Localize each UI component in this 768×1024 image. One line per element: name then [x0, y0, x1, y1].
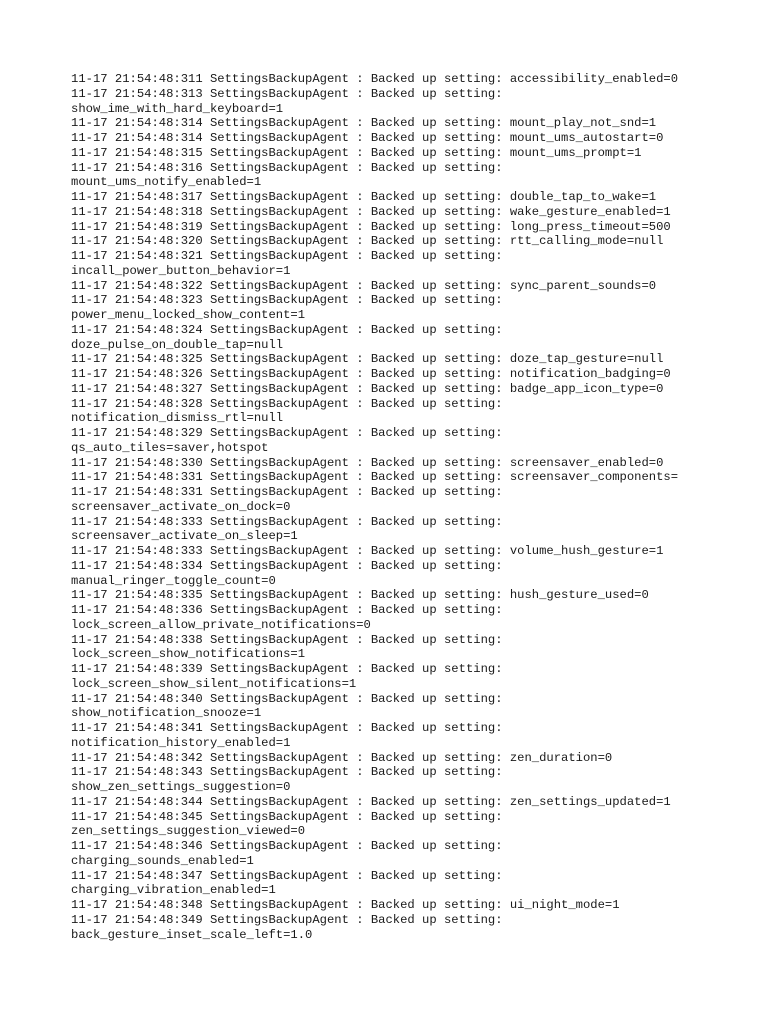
log-line: 11-17 21:54:48:348 SettingsBackupAgent : Backed up setting: ui_night_mode=1 — [71, 898, 620, 912]
log-line: 11-17 21:54:48:344 SettingsBackupAgent : Backed up setting: zen_settings_updated=1 — [71, 794, 671, 809]
log-line: notification_dismiss_rtl=null — [71, 411, 284, 426]
log-line: 11-17 21:54:48:334 SettingsBackupAgent : Backed up setting: — [71, 558, 503, 573]
log-text-block — [71, 72, 711, 942]
log-line: 11-17 21:54:48:329 SettingsBackupAgent : Backed up setting: — [71, 426, 503, 440]
log-line: 11-17 21:54:48:340 SettingsBackupAgent : Backed up setting: — [71, 691, 503, 706]
log-line: qs_auto_tiles=saver,hotspot — [71, 440, 269, 455]
log-line: 11-17 21:54:48:327 SettingsBackupAgent : Backed up setting: badge_app_icon_type=0 — [71, 381, 664, 396]
log-line: charging_vibration_enabled=1 — [71, 883, 276, 898]
log-line: 11-17 21:54:48:317 SettingsBackupAgent : Backed up setting: double_tap_to_wake=1 — [71, 190, 657, 204]
log-line: lock_screen_allow_private_notifications=0 — [71, 617, 371, 632]
log-line: 11-17 21:54:48:311 SettingsBackupAgent : Backed up setting: accessibility_enabled=0 — [71, 72, 679, 86]
log-line: 11-17 21:54:48:314 SettingsBackupAgent : Backed up setting: mount_ums_autostart=0 — [71, 131, 664, 145]
log-line: 11-17 21:54:48:319 SettingsBackupAgent : Backed up setting: long_press_timeout=500 — [71, 219, 671, 234]
log-line: 11-17 21:54:48:347 SettingsBackupAgent : Backed up setting: — [71, 868, 503, 883]
log-line: screensaver_activate_on_sleep=1 — [71, 529, 298, 544]
log-line: notification_history_enabled=1 — [71, 735, 291, 750]
log-line: 11-17 21:54:48:342 SettingsBackupAgent : Backed up setting: zen_duration=0 — [71, 750, 613, 765]
log-line: 11-17 21:54:48:324 SettingsBackupAgent : Backed up setting: — [71, 322, 503, 337]
log-line: power_menu_locked_show_content=1 — [71, 308, 306, 322]
log-line: 11-17 21:54:48:313 SettingsBackupAgent : Backed up setting: — [71, 86, 503, 101]
log-line: 11-17 21:54:48:318 SettingsBackupAgent : Backed up setting: wake_gesture_enabled=1 — [71, 204, 671, 219]
log-line: 11-17 21:54:48:325 SettingsBackupAgent : Backed up setting: doze_tap_gesture=null — [71, 352, 664, 367]
log-line: charging_sounds_enabled=1 — [71, 853, 254, 868]
log-line: 11-17 21:54:48:330 SettingsBackupAgent : Backed up setting: screensaver_enabled=0 — [71, 455, 664, 470]
log-line: show_ime_with_hard_keyboard=1 — [71, 101, 284, 116]
log-line: 11-17 21:54:48:333 SettingsBackupAgent : Backed up setting: — [71, 514, 503, 529]
log-line: 11-17 21:54:48:316 SettingsBackupAgent : Backed up setting: — [71, 160, 503, 175]
log-line: 11-17 21:54:48:333 SettingsBackupAgent : Backed up setting: volume_hush_gesture=1 — [71, 544, 664, 558]
log-line: 11-17 21:54:48:326 SettingsBackupAgent : Backed up setting: notification_badging=0 — [71, 367, 671, 381]
log-line: mount_ums_notify_enabled=1 — [71, 175, 262, 190]
log-line: doze_pulse_on_double_tap=null — [71, 337, 284, 352]
log-line: 11-17 21:54:48:331 SettingsBackupAgent : Backed up setting: — [71, 485, 503, 499]
log-line: 11-17 21:54:48:321 SettingsBackupAgent : Backed up setting: — [71, 249, 503, 263]
log-line: 11-17 21:54:48:320 SettingsBackupAgent : Backed up setting: rtt_calling_mode=null — [71, 234, 664, 249]
log-line: 11-17 21:54:48:346 SettingsBackupAgent : Backed up setting: — [71, 839, 503, 853]
log-line: lock_screen_show_silent_notifications=1 — [71, 676, 357, 691]
log-line: 11-17 21:54:48:343 SettingsBackupAgent : Backed up setting: — [71, 765, 503, 780]
log-line: 11-17 21:54:48:315 SettingsBackupAgent : Backed up setting: mount_ums_prompt=1 — [71, 145, 642, 160]
log-line: manual_ringer_toggle_count=0 — [71, 573, 276, 588]
log-line: 11-17 21:54:48:345 SettingsBackupAgent : Backed up setting: — [71, 809, 503, 824]
log-line: show_zen_settings_suggestion=0 — [71, 780, 291, 794]
log-line: 11-17 21:54:48:322 SettingsBackupAgent : Backed up setting: sync_parent_sounds=0 — [71, 278, 657, 293]
log-line: 11-17 21:54:48:338 SettingsBackupAgent : Backed up setting: — [71, 632, 503, 647]
log-line: show_notification_snooze=1 — [71, 706, 262, 721]
log-line: incall_power_button_behavior=1 — [71, 263, 291, 278]
log-line: 11-17 21:54:48:331 SettingsBackupAgent : Backed up setting: screensaver_components= — [71, 470, 679, 485]
log-line: back_gesture_inset_scale_left=1.0 — [71, 927, 313, 942]
log-line: 11-17 21:54:48:328 SettingsBackupAgent : Backed up setting: — [71, 396, 503, 411]
log-line: zen_settings_suggestion_viewed=0 — [71, 824, 306, 839]
log-line: 11-17 21:54:48:339 SettingsBackupAgent : Backed up setting: — [71, 662, 503, 676]
log-line: lock_screen_show_notifications=1 — [71, 647, 306, 662]
log-line: 11-17 21:54:48:323 SettingsBackupAgent : Backed up setting: — [71, 293, 503, 308]
log-line: 11-17 21:54:48:336 SettingsBackupAgent : Backed up setting: — [71, 603, 503, 617]
log-line: 11-17 21:54:48:349 SettingsBackupAgent : Backed up setting: — [71, 912, 503, 927]
log-line: 11-17 21:54:48:335 SettingsBackupAgent : Backed up setting: hush_gesture_used=0 — [71, 588, 649, 603]
log-line: screensaver_activate_on_dock=0 — [71, 499, 291, 514]
log-line: 11-17 21:54:48:341 SettingsBackupAgent : Backed up setting: — [71, 721, 503, 735]
log-line: 11-17 21:54:48:314 SettingsBackupAgent : Backed up setting: mount_play_not_snd=1 — [71, 116, 657, 131]
